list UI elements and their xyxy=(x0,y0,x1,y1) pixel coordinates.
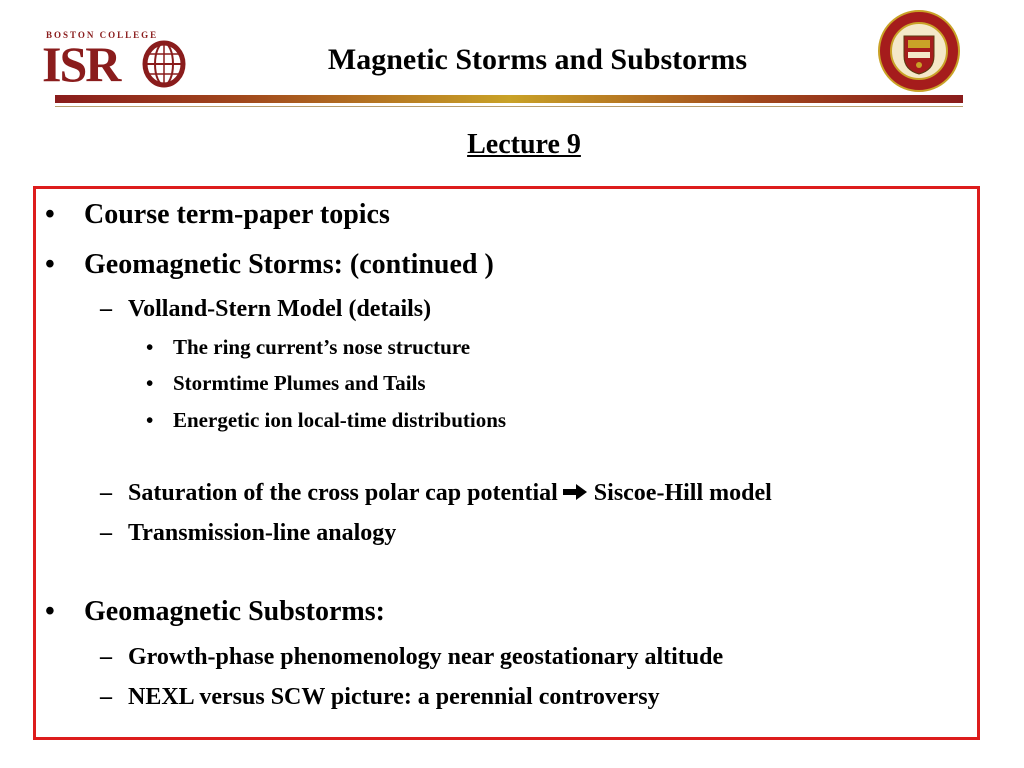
bullet-marker: • xyxy=(45,199,55,230)
right-arrow-icon xyxy=(562,482,588,502)
outline-subitem-transmission-line: Transmission-line analogy xyxy=(128,520,397,546)
siscoe-hill-text: Siscoe-Hill model xyxy=(593,480,772,506)
header-rule xyxy=(55,95,963,103)
logo-big-text: ISR xyxy=(42,36,120,92)
outline-subsubitem-nose: The ring current’s nose structure xyxy=(173,335,471,359)
slide-title: Magnetic Storms and Substorms xyxy=(327,43,748,76)
outline-item-storms: Geomagnetic Storms: (continued ) xyxy=(84,249,494,280)
dash-marker: – xyxy=(100,480,112,506)
dash-marker: – xyxy=(100,296,112,322)
sub-bullet-marker: • xyxy=(146,335,154,359)
sub-bullet-marker: • xyxy=(146,371,154,395)
globe-icon xyxy=(142,38,186,88)
outline-subitem-growth-phase: Growth-phase phenomenology near geostationary altitude xyxy=(128,644,724,670)
logo-small-text: BOSTON COLLEGE xyxy=(46,30,159,40)
outline-item-term-paper: Course term-paper topics xyxy=(84,199,390,230)
dash-marker: – xyxy=(100,520,112,546)
lecture-subtitle: Lecture 9 xyxy=(467,129,581,160)
bullet-marker: • xyxy=(45,596,55,627)
header-thin-rule xyxy=(55,106,963,107)
isr-logo xyxy=(42,30,187,92)
outline-subitem-nexl-scw: NEXL versus SCW picture: a perennial controversy xyxy=(128,684,660,710)
outline-subitem-saturation xyxy=(128,478,772,508)
outline-subsubitem-plumes: Stormtime Plumes and Tails xyxy=(173,371,426,395)
sub-bullet-marker: • xyxy=(146,408,154,432)
outline-subitem-volland-stern: Volland-Stern Model (details) xyxy=(128,296,432,322)
dash-marker: – xyxy=(100,684,112,710)
outline-subsubitem-ion-distributions: Energetic ion local-time distributions xyxy=(173,408,507,432)
seal-icon xyxy=(878,10,960,92)
outline-item-substorms: Geomagnetic Substorms: xyxy=(84,596,385,627)
saturation-text: Saturation of the cross polar cap potential xyxy=(128,480,558,506)
dash-marker: – xyxy=(100,644,112,670)
bullet-marker: • xyxy=(45,249,55,280)
